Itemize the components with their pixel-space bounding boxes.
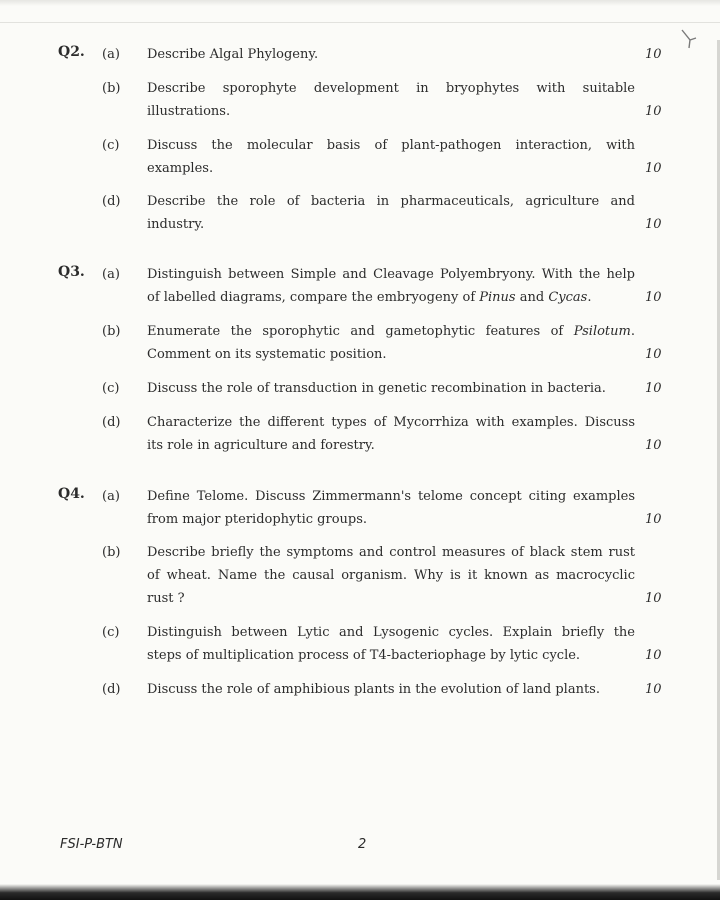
italic-term: Psilotum [573,324,631,339]
part-text [147,77,635,123]
part-label: (d) [102,682,121,697]
text-line: Define Telome. Discuss Zimmermann's telome concept citing examples [147,489,635,504]
part-text [147,190,635,236]
marks-value: 10 [645,682,662,697]
scan-top-shadow [0,0,720,6]
text-line: Describe the role of bacteria in pharmaceuticals, agriculture and [147,194,635,209]
part-text [147,485,635,531]
text-line: Distinguish between Lytic and Lysogenic cycles. Explain briefly the [147,625,635,640]
part-label: (c) [102,381,120,396]
part-label: (b) [102,545,121,560]
text-line: Characterize the different types of Mycorrhiza with examples. Discuss [147,415,635,430]
part-text [147,134,635,180]
text-line: illustrations. [147,104,231,119]
question-number: Q3. [58,264,85,280]
question-number: Q4. [58,486,85,502]
text-line: from major pteridophytic groups. [147,512,368,527]
text-line: rust ? [147,591,185,606]
text-line: of wheat. Name the causal organism. Why is it known as macrocyclic [147,568,635,583]
question-number: Q2. [58,44,85,60]
part-label: (d) [102,194,121,209]
italic-term: Cycas [548,290,588,305]
text-line: its role in agriculture and forestry. [147,438,375,453]
part-label: (a) [102,47,120,62]
part-label: (c) [102,138,120,153]
part-label: (b) [102,324,121,339]
part-label: (a) [102,489,120,504]
part-text [147,320,635,366]
marks-value: 10 [645,290,662,305]
text-line: Discuss the molecular basis of plant-pathogen interaction, with [147,138,635,153]
part-text [147,541,635,610]
part-label: (b) [102,81,121,96]
part-label: (d) [102,415,121,430]
marks-value: 10 [645,47,662,62]
text-line: examples. [147,161,214,176]
part-label: (c) [102,625,120,640]
text-line: of labelled diagrams, compare the embryogeny of Pinus and Cycas. [147,290,592,305]
part-text [147,411,635,457]
text-line: industry. [147,217,205,232]
text-line: Discuss the role of amphibious plants in the evolution of land plants. [147,682,600,697]
italic-term: Pinus [479,290,516,305]
marks-value: 10 [645,648,662,663]
scan-bottom-band [0,884,720,900]
text-line: Describe sporophyte development in bryophytes with suitable [147,81,635,96]
marks-value: 10 [645,591,662,606]
marks-value: 10 [645,381,662,396]
footer-page-number: 2 [358,837,367,852]
text-line: Comment on its systematic position. [147,347,387,362]
text-line: Describe briefly the symptoms and control measures of black stem rust [147,545,635,560]
part-text [147,678,635,701]
footer-paper-code: FSI-P-BTN [60,837,123,852]
text-line: Enumerate the sporophytic and gametophytic features of Psilotum. [147,324,635,339]
text-line: Describe Algal Phylogeny. [147,47,319,62]
marks-value: 10 [645,217,662,232]
marks-value: 10 [645,104,662,119]
text-line: steps of multiplication process of T4-bacteriophage by lytic cycle. [147,648,581,663]
part-label: (a) [102,267,120,282]
marks-value: 10 [645,347,662,362]
marks-value: 10 [645,512,662,527]
marks-value: 10 [645,161,662,176]
text-line: Distinguish between Simple and Cleavage Polyembryony. With the help [147,267,635,282]
text-line: Discuss the role of transduction in genetic recombination in bacteria. [147,381,606,396]
top-rule [0,22,720,23]
part-text [147,43,635,66]
scan-corner-mark [680,28,698,52]
part-text [147,377,635,400]
marks-value: 10 [645,438,662,453]
part-text [147,621,635,667]
part-text [147,263,635,309]
